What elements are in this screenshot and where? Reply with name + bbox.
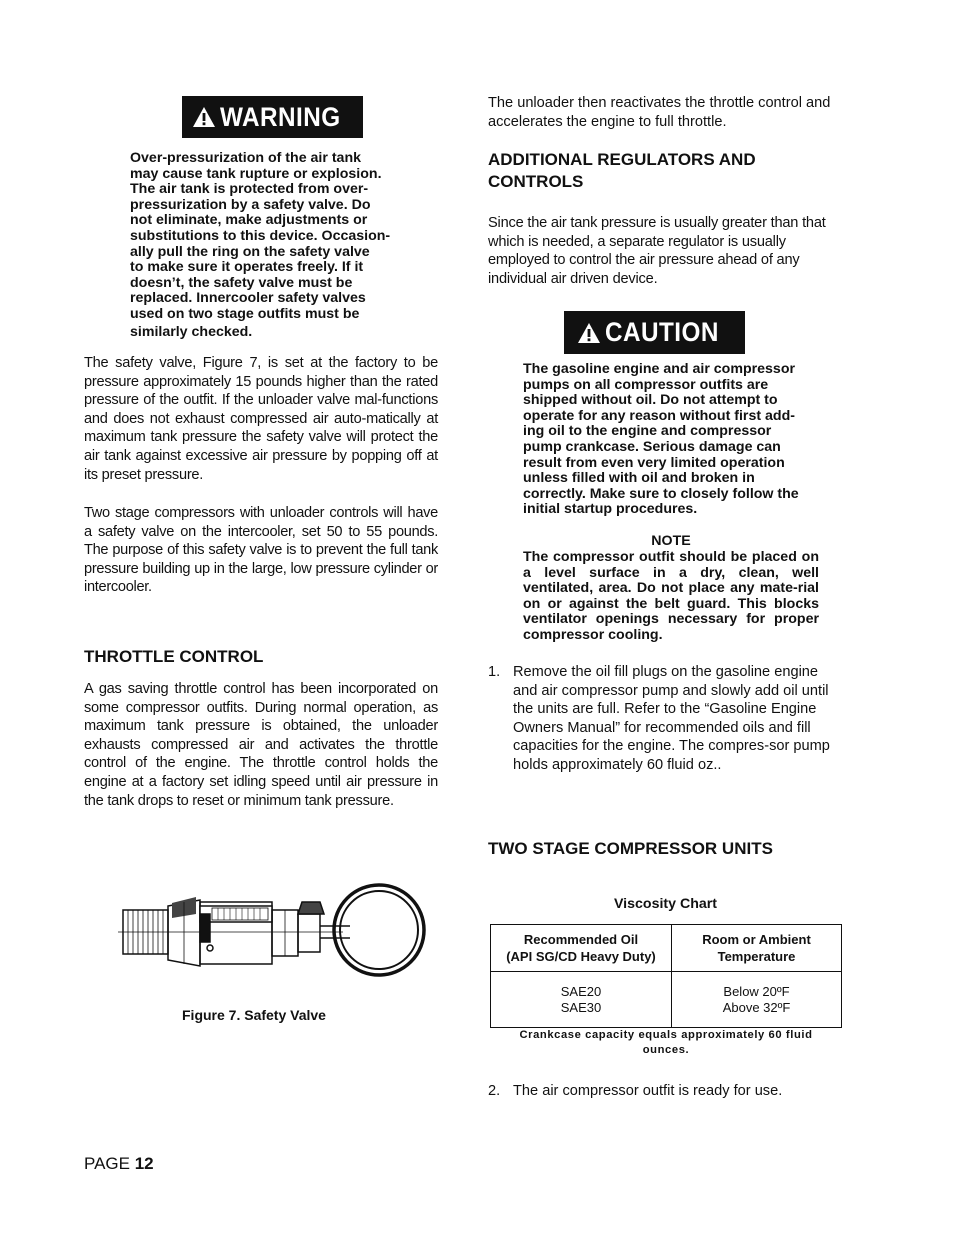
caution-text <box>523 362 823 518</box>
heading-line: ADDITIONAL REGULATORS AND <box>488 150 756 169</box>
table-header-cell <box>672 925 842 972</box>
note-text: The compressor outfit should be placed on a level surface in a dry, clean, well ventilated, area. Do not place any mate-rial on or against the belt guard. This blocks ventilator openings necessary for proper compressor cooling. <box>523 549 819 643</box>
caution-line: ing oil to the engine and compressor <box>523 423 772 440</box>
caution-line: pump crankcase. Serious damage can <box>523 438 781 455</box>
warning-line: used on two stage outfits must be <box>130 305 360 322</box>
warning-line: The air tank is protected from over- <box>130 181 369 198</box>
step-number: 2. <box>488 1083 501 1099</box>
page-number: 12 <box>134 1154 154 1173</box>
heading-line: CONTROLS <box>488 172 584 191</box>
warning-triangle-icon <box>577 322 601 344</box>
warning-line: substitutions to this device. Occasion- <box>130 227 391 244</box>
warning-line: not eliminate, make adjustments or <box>130 212 368 229</box>
safety-valve-paragraph: The safety valve, Figure 7, is set at the factory to be pressure approximately 15 pounds higher than the rated pressure of the outfit. If the unloader valve mal-functions and does not exhaust compressed air auto-matically at maximum tank pressure the safety valve will protect the air tank against excessive air pressure by popping off at its preset pressure. <box>84 355 438 483</box>
step-2 <box>488 1082 838 1101</box>
header-text: Room or Ambient <box>702 932 811 947</box>
header-text: Temperature <box>717 949 796 964</box>
warning-line: replaced. Innercooler safety valves <box>130 290 366 307</box>
warning-label: WARNING <box>219 101 341 132</box>
header-text: Recommended Oil <box>523 932 639 947</box>
unloader-paragraph: The unloader then reactivates the throttle control and accelerates the engine to full throttle. <box>488 95 831 130</box>
figure-caption: Figure 7. Safety Valve <box>182 1007 326 1023</box>
caution-line: The gasoline engine and air compressor <box>523 361 796 377</box>
warning-line: ally pull the ring on the safety valve <box>130 243 370 260</box>
warning-line: similarly checked. <box>130 323 253 340</box>
caution-line: shipped without oil. Do not attempt to <box>523 392 778 409</box>
warning-line: to make sure it operates freely. If it <box>130 259 364 276</box>
regulators-paragraph: Since the air tank pressure is usually greater than that which is needed, a separate regulator is usually employed to control the air pressure ahead of any individual air driven device. <box>488 215 826 287</box>
cell-text: SAE30 <box>560 999 602 1015</box>
page-footer <box>84 1153 154 1175</box>
step-text: Remove the oil fill plugs on the gasoline engine and air compressor pump and slowly add oil until the units are full. Refer to the “Gasoline Engine Owners Manual” for recommended oils and fill capacities for the engine. The compres-sor pump holds approximately 60 fluid oz.. <box>513 664 830 773</box>
table-cell <box>672 972 842 1028</box>
throttle-control-paragraph: A gas saving throttle control has been incorporated on some compressor outfits. During normal operation, as maximum tank pressure is obtained, the unloader exhausts compressed air and activates the throttle control of the engine. The throttle control holds the engine at a factory set idling speed until air pressure in the tank drops to reset or minimum tank pressure. <box>84 681 438 809</box>
warning-line: Over-pressurization of the air tank <box>130 150 361 166</box>
warning-triangle-icon <box>192 106 216 128</box>
warning-text <box>130 151 430 340</box>
warning-line: pressurization by a safety valve. Do <box>130 196 371 213</box>
step-number: 1. <box>488 664 501 680</box>
table-cell <box>491 972 672 1028</box>
step-1 <box>488 663 838 775</box>
additional-regulators-heading <box>488 149 848 193</box>
safety-valve-illustration <box>88 880 433 980</box>
header-text: (API SG/CD Heavy Duty) <box>506 949 656 964</box>
table-footnote: Crankcase capacity equals approximately 60 fluid ounces. <box>519 1029 813 1056</box>
table-header-row <box>491 925 842 972</box>
caution-line: operate for any reason without first add- <box>523 407 795 424</box>
throttle-control-heading: THROTTLE CONTROL <box>84 647 264 666</box>
warning-banner <box>182 96 363 138</box>
two-stage-paragraph: Two stage compressors with unloader controls will have a safety valve on the intercooler, set 50 to 55 pounds. The purpose of this safety valve is to prevent the full tank pressure building up in the large, low pressure cylinder or intercooler. <box>84 505 438 596</box>
viscosity-chart-title: Viscosity Chart <box>613 896 718 912</box>
warning-line: may cause tank rupture or explosion. <box>130 165 382 182</box>
caution-line: unless filled with oil and broken in <box>523 470 755 487</box>
cell-text: Below 20ºF <box>723 983 790 999</box>
warning-line: doesn’t, the safety valve must be <box>130 274 353 291</box>
cell-text: SAE20 <box>560 983 602 999</box>
step-text: The air compressor outfit is ready for use. <box>513 1083 783 1099</box>
note-title: NOTE <box>651 533 691 549</box>
table-row <box>491 972 842 1028</box>
page-label: PAGE <box>84 1154 130 1173</box>
caution-label: CAUTION <box>605 317 720 347</box>
viscosity-table <box>490 924 842 1028</box>
cell-text: Above 32ºF <box>722 999 791 1015</box>
table-header-cell <box>491 925 672 972</box>
caution-line: correctly. Make sure to closely follow the <box>523 485 799 502</box>
caution-line: pumps on all compressor outfits are <box>523 376 769 393</box>
caution-line: result from even very limited operation <box>523 454 785 471</box>
caution-banner <box>564 311 745 354</box>
two-stage-heading: TWO STAGE COMPRESSOR UNITS <box>488 839 773 858</box>
caution-line: initial startup procedures. <box>523 501 698 518</box>
